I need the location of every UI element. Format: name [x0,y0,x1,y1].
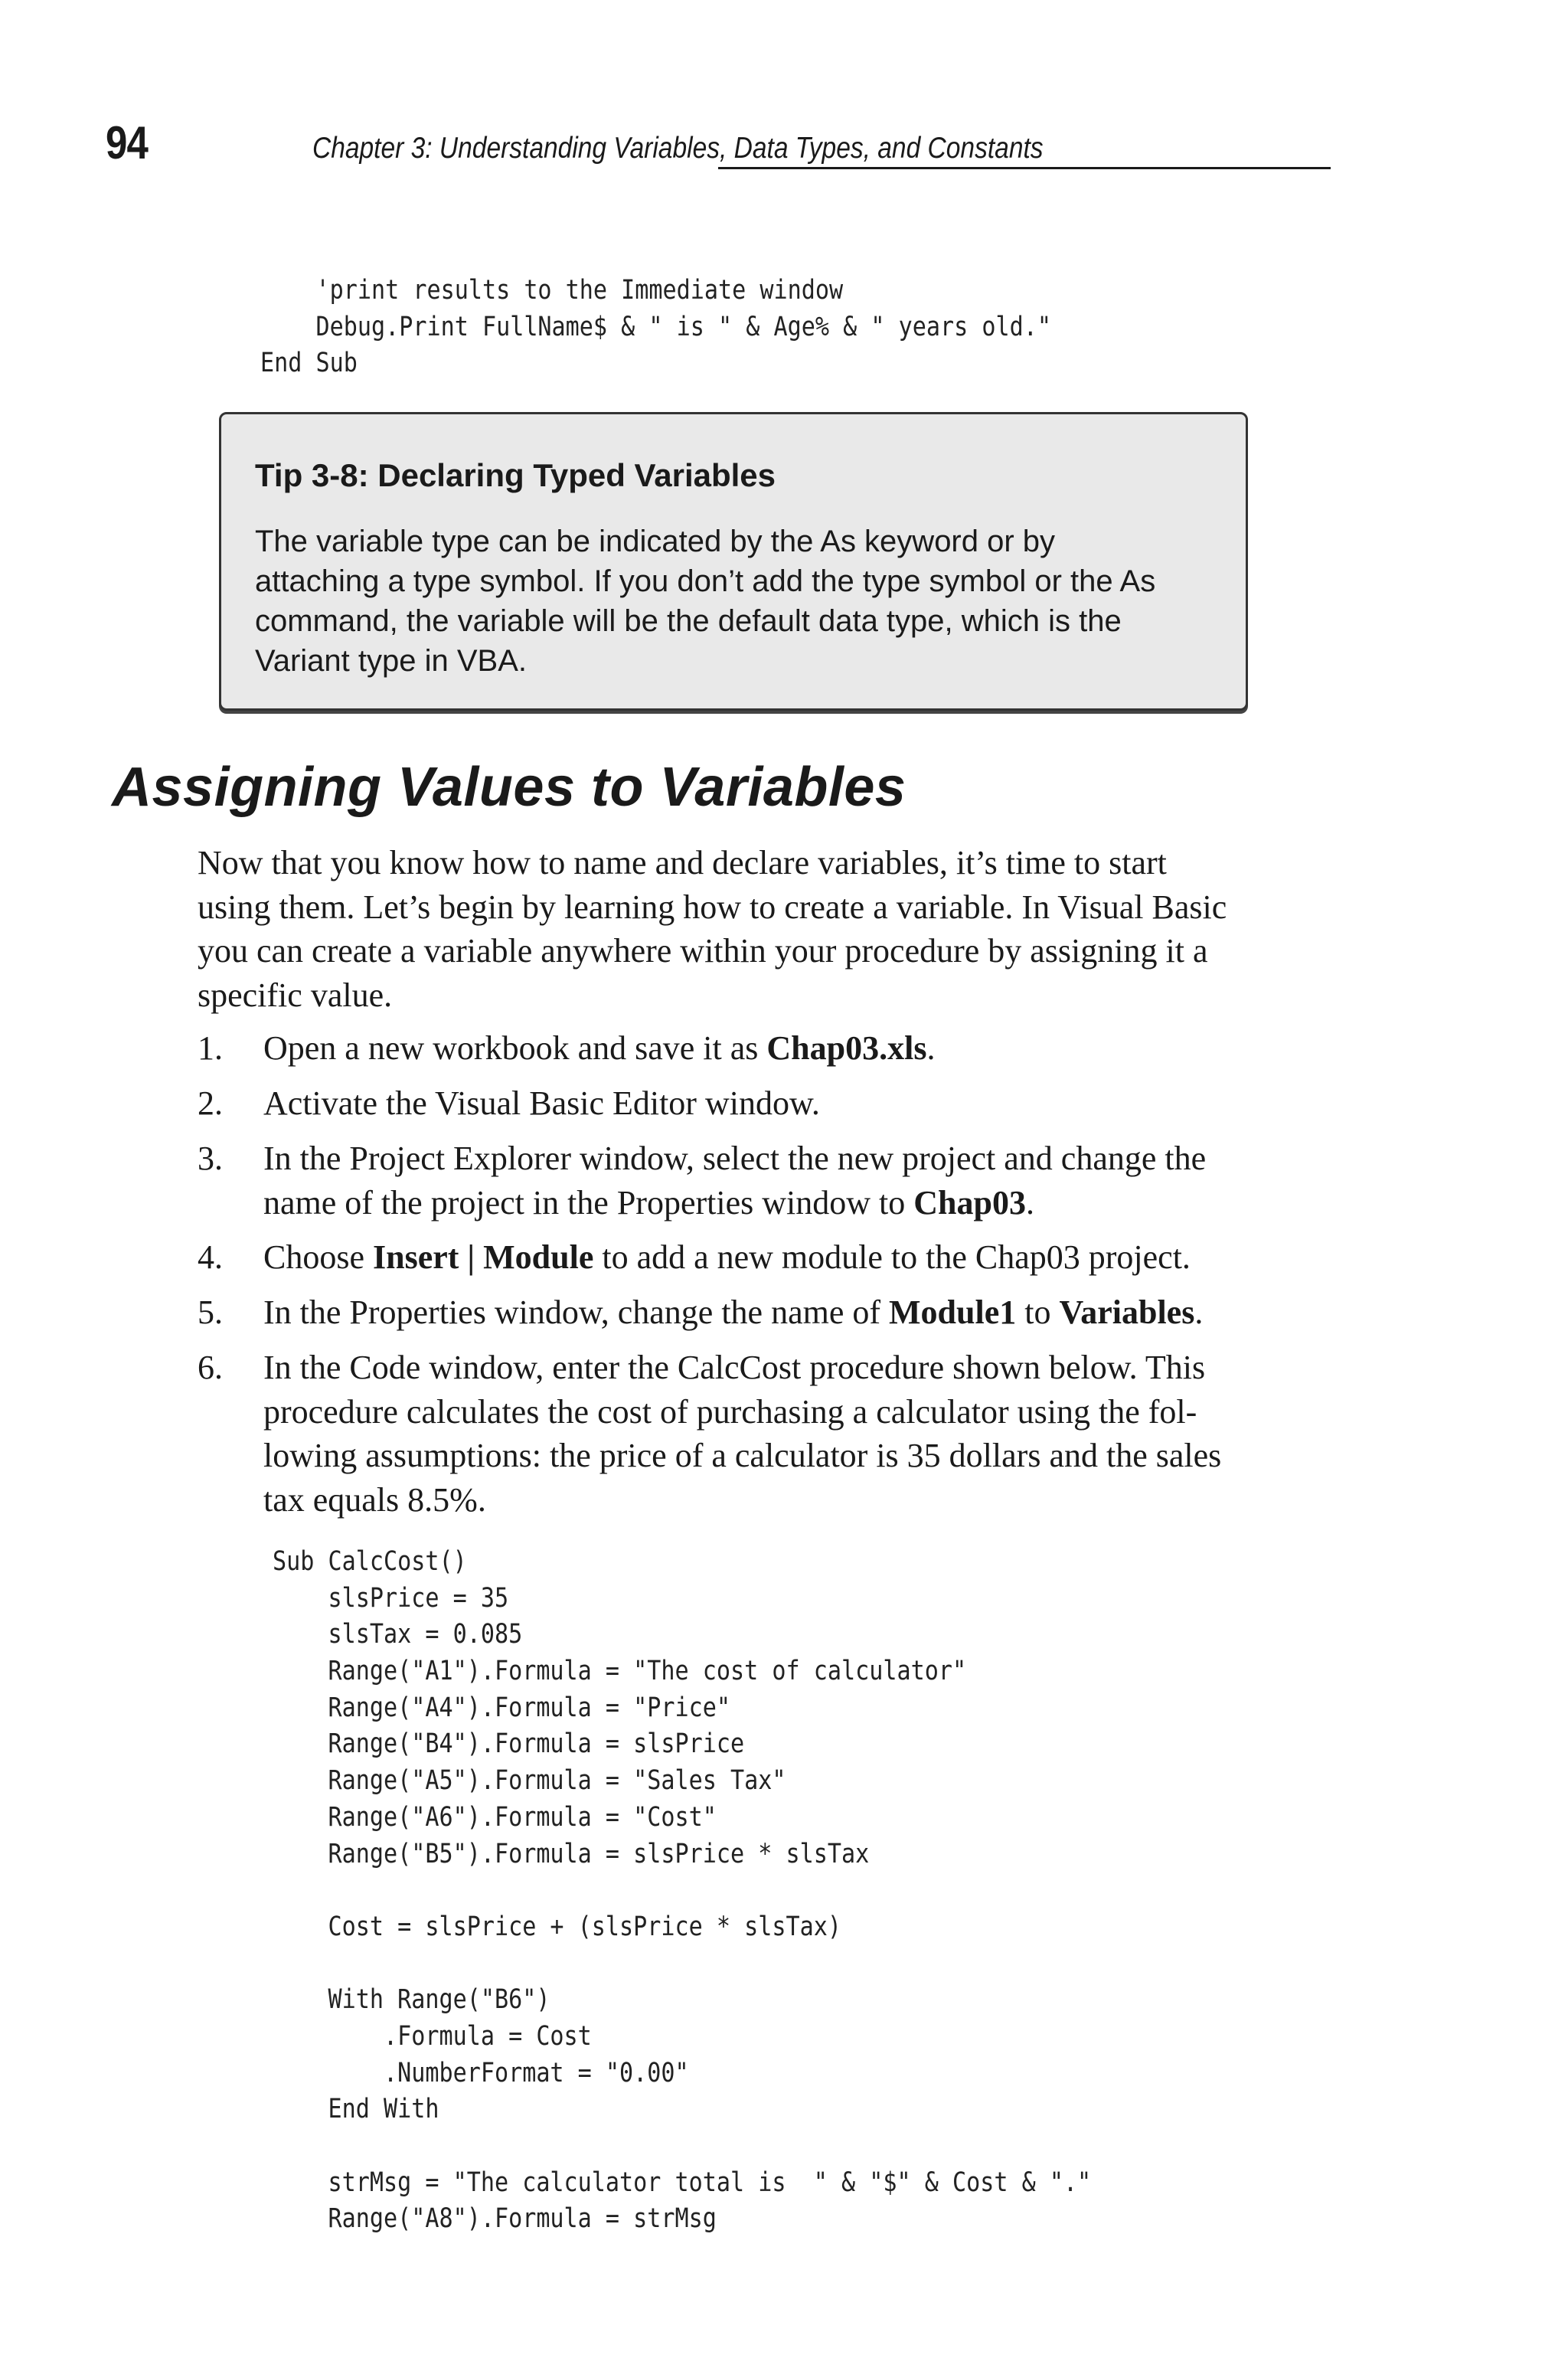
code-line: Sub CalcCost() [273,1546,467,1577]
step-number: 6. [198,1349,223,1386]
header-rule [718,167,1331,169]
code-line: End Sub [260,348,358,379]
tip-box [219,412,1248,711]
code-line [273,2128,1091,2165]
bold-project-name: Chap03 [913,1183,1026,1222]
tip-line: attaching a type symbol. If you don’t add the type symbol or the As [255,564,1156,598]
bold-menu-path: Insert | Module [373,1238,594,1276]
bold-new-name: Variables [1059,1293,1195,1331]
step-text: In the Project Explorer window, select the new project and change the name of the project in the Properties window to Chap03. [263,1140,1207,1222]
code-line: slsPrice = 35 [273,1582,509,1614]
code-line [273,1946,1091,1983]
intro-paragraph [198,841,1377,1017]
step-text: Activate the Visual Basic Editor window. [263,1084,820,1122]
step-text: Open a new workbook and save it as Chap03.xls. [263,1029,936,1067]
tip-body [255,522,1227,681]
running-head: Chapter 3: Understanding Variables, Data Types, and Constants [312,132,1044,165]
code-line: Range("A8").Formula = strMsg [273,2203,717,2235]
code-line [273,1872,1091,1909]
code-line: Range("A5").Formula = "Sales Tax" [273,1765,786,1797]
code-line: strMsg = "The calculator total is " & "$" & Cost & "." [273,2167,1092,2198]
paragraph-line: specific value. [198,976,393,1014]
code-line: Range("B4").Formula = slsPrice [273,1728,745,1760]
paragraph-line: you can create a variable anywhere within your procedure by assigning it a [198,932,1208,970]
paragraph-line: Now that you know how to name and declare variables, it’s time to start [198,844,1167,881]
bold-module-name: Module1 [889,1293,1017,1331]
tip-line: The variable type can be indicated by the As keyword or by [255,525,1056,558]
code-listing-top [260,273,1051,382]
step-number: 5. [198,1293,223,1331]
code-listing-calccost [273,1544,1091,2238]
step-number: 4. [198,1238,223,1276]
step-text: Choose Insert | Module to add a new module to the Chap03 project. [263,1238,1191,1276]
code-line: Debug.Print FullName$ & " is " & Age% & " years old." [260,311,1051,342]
bold-filename: Chap03.xls [766,1029,927,1067]
code-line: Cost = slsPrice + (slsPrice * slsTax) [273,1911,841,1942]
section-heading: Assigning Values to Variables [112,757,906,818]
step-number: 3. [198,1140,223,1177]
paragraph-line: using them. Let’s begin by learning how to create a variable. In Visual Basic [198,888,1227,926]
code-line: .NumberFormat = "0.00" [273,2057,689,2088]
tip-line: command, the variable will be the default data type, which is the [255,604,1122,638]
code-line: With Range("B6") [273,1984,550,2016]
step-number: 1. [198,1029,223,1067]
code-line: 'print results to the Immediate window [260,275,844,306]
code-line: End With [273,2094,439,2125]
tip-line: Variant type in VBA. [255,644,527,678]
code-line: Range("A4").Formula = "Price" [273,1692,731,1723]
page-number: 94 [106,117,149,168]
step-number: 2. [198,1084,223,1122]
code-line: Range("B5").Formula = slsPrice * slsTax [273,1838,870,1869]
code-line: slsTax = 0.085 [273,1619,523,1650]
code-line: Range("A6").Formula = "Cost" [273,1801,717,1833]
step-text: In the Code window, enter the CalcCost procedure shown below. This procedure calculates the cost of purchasing a calculator using the fol- lowing assumptions: the price of a calculator is 35 dollars and the sales tax equals 8.5%. [263,1349,1222,1519]
code-line: Range("A1").Formula = "The cost of calculator" [273,1656,967,1687]
tip-title: Tip 3-8: Declaring Typed Variables [255,457,776,493]
code-line: .Formula = Cost [273,2020,592,2052]
step-text: In the Properties window, change the name of Module1 to Variables. [263,1293,1204,1331]
